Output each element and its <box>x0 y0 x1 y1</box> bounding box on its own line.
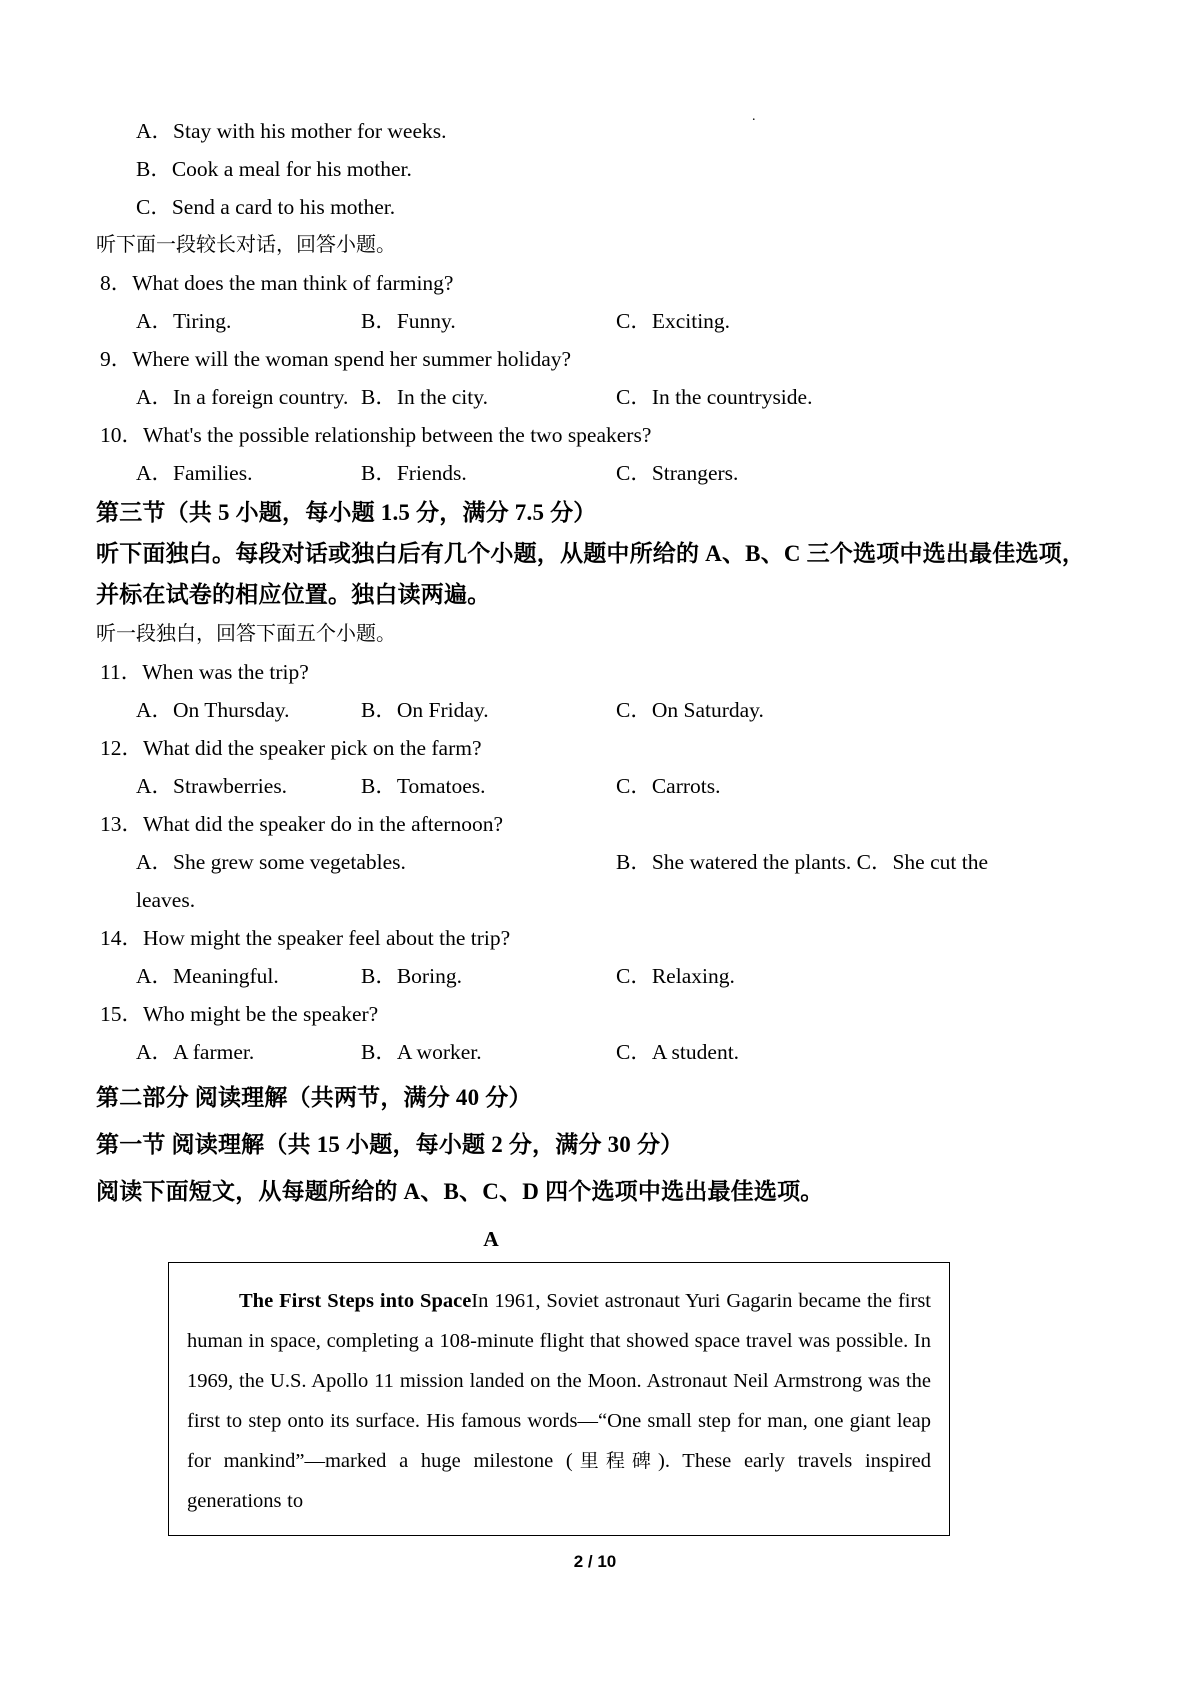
question-13-option-a[interactable]: A．She grew some vegetables. <box>136 850 406 874</box>
question-12-option-b[interactable]: B．Tomatoes. <box>361 774 486 798</box>
question-11-options <box>96 691 1106 729</box>
question-9-option-b[interactable]: B．In the city. <box>361 385 488 409</box>
question-13-stem: 13．What did the speaker do in the afternoon? <box>100 812 503 836</box>
question-15-options <box>96 1033 1106 1071</box>
question-8-option-a[interactable]: A．Tiring. <box>136 309 232 333</box>
part-two-section-one-heading: 第一节 阅读理解（共 15 小题，每小题 2 分，满分 30 分） <box>96 1132 684 1157</box>
question-15-option-a[interactable]: A．A farmer. <box>136 1040 255 1064</box>
question-10-stem: 10．What's the possible relationship between the two speakers? <box>100 423 652 447</box>
passage-letter-label: A <box>483 1227 499 1251</box>
question-15-option-b[interactable]: B．A worker. <box>361 1040 482 1064</box>
option-row-carryover-a <box>96 109 1106 150</box>
passage-chinese-gloss: 里程碑 <box>572 1450 659 1472</box>
question-10-option-c[interactable]: C．Strangers. <box>616 461 739 485</box>
option-row-carryover-c <box>96 188 1106 226</box>
page-footer: 2 / 10 <box>573 1552 617 1571</box>
option-row-carryover-b <box>96 150 1106 188</box>
question-13-options <box>96 843 1106 881</box>
question-9-options <box>96 378 1106 416</box>
option-a[interactable]: A．Stay with his mother for weeks. <box>136 119 447 143</box>
question-10-option-a[interactable]: A．Families. <box>136 461 253 485</box>
question-14-option-a[interactable]: A．Meaningful. <box>136 964 279 988</box>
header-dot-mark: . <box>752 109 756 124</box>
question-11-stem: 11．When was the trip? <box>100 660 309 684</box>
option-c[interactable]: C．Send a card to his mother. <box>136 195 396 219</box>
question-11-option-b[interactable]: B．On Friday. <box>361 698 489 722</box>
question-11-option-a[interactable]: A．On Thursday. <box>136 698 290 722</box>
question-9-option-a[interactable]: A．In a foreign country. <box>136 385 349 409</box>
question-14-options <box>96 957 1106 995</box>
passage-body: In 1961, Soviet astronaut Yuri Gagarin became the first human in space, completing a 108-minute flight that showed space travel was possible. In 1969, the U.S. Apollo 11 mission landed on the Moon. Astronaut Neil Armstrong was the first to step onto its surface. His famous words—“One small step for man, one giant leap for mankind”—marked a huge milestone ( <box>187 1290 931 1472</box>
question-14-option-c[interactable]: C．Relaxing. <box>616 964 735 988</box>
question-9-stem: 9．Where will the woman spend her summer holiday? <box>100 347 572 371</box>
question-15-stem: 15．Who might be the speaker? <box>100 1002 379 1026</box>
reading-passage-text <box>187 1281 931 1521</box>
section-three-heading: 第三节（共 5 小题，每小题 1.5 分，满分 7.5 分） <box>96 500 597 525</box>
question-12-option-c[interactable]: C．Carrots. <box>616 774 721 798</box>
question-11-option-c[interactable]: C．On Saturday. <box>616 698 764 722</box>
question-14-stem: 14．How might the speaker feel about the trip? <box>100 926 511 950</box>
reading-passage-box <box>168 1262 950 1536</box>
question-8-option-c[interactable]: C．Exciting. <box>616 309 731 333</box>
section-three-instruction: 听下面独白。每段对话或独白后有几个小题，从题中所给的 A、B、C 三个选项中选出最佳选项，并标在试卷的相应位置。独白读两遍。 <box>96 541 1086 607</box>
question-12-option-a[interactable]: A．Strawberries. <box>136 774 288 798</box>
listening-note-monologue: 听一段独白，回答下面五个小题。 <box>96 623 396 645</box>
question-13-option-c-tail: leaves. <box>136 888 196 912</box>
question-8-options <box>96 302 1106 340</box>
question-12-options <box>96 767 1106 805</box>
question-13-options-wrapped-tail <box>96 881 1106 919</box>
part-two-heading: 第二部分 阅读理解（共两节，满分 40 分） <box>96 1085 532 1110</box>
listening-note-long-dialog: 听下面一段较长对话，回答小题。 <box>96 234 396 256</box>
question-10-options <box>96 454 1106 492</box>
question-9-option-c[interactable]: C．In the countryside. <box>616 385 813 409</box>
question-14-option-b[interactable]: B．Boring. <box>361 964 462 988</box>
part-two-instruction: 阅读下面短文，从每题所给的 A、B、C、D 四个选项中选出最佳选项。 <box>96 1179 824 1204</box>
question-8-stem: 8．What does the man think of farming? <box>100 271 454 295</box>
page-content <box>96 109 1106 1536</box>
question-13-option-b-and-c[interactable]: B．She watered the plants. C．She cut the <box>616 850 988 874</box>
option-b[interactable]: B．Cook a meal for his mother. <box>136 157 412 181</box>
question-15-option-c[interactable]: C．A student. <box>616 1040 740 1064</box>
question-10-option-b[interactable]: B．Friends. <box>361 461 467 485</box>
passage-body-tail: ). These early travels inspired generations to <box>187 1450 932 1512</box>
question-12-stem: 12．What did the speaker pick on the farm? <box>100 736 482 760</box>
question-8-option-b[interactable]: B．Funny. <box>361 309 456 333</box>
passage-title: The First Steps into Space <box>239 1290 472 1312</box>
